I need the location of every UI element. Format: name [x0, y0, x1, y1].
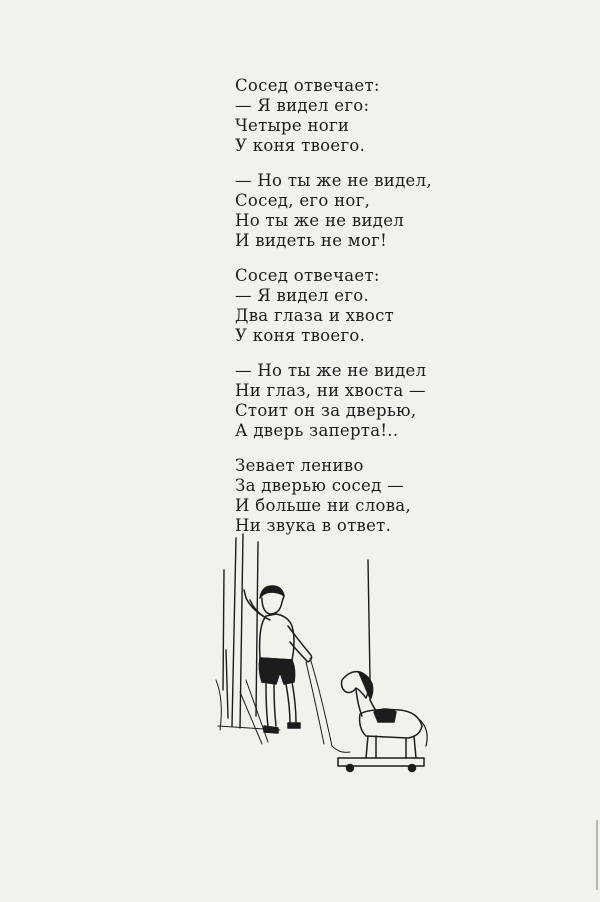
poem-line: Ни звука в ответ. — [235, 516, 392, 535]
poem-line: Два глаза и хвост — [235, 306, 395, 325]
poem-line: Сосед отвечает: — [235, 76, 380, 95]
poem-line: Четыре ноги — [235, 116, 350, 135]
poem-line: — Но ты же не видел, — [235, 171, 432, 190]
poem-line: — Я видел его. — [235, 286, 370, 305]
poem-line: — Я видел его: — [235, 96, 370, 115]
poem-line: За дверью сосед — — [235, 476, 404, 495]
poem-line: Стоит он за дверью, — [235, 401, 417, 420]
poem-line: И больше ни слова, — [235, 496, 411, 515]
door-drawing — [216, 534, 370, 744]
poem-line: И видеть не мог! — [235, 231, 388, 250]
stanza — [235, 456, 495, 536]
boy-and-toy-horse-illustration — [210, 530, 450, 780]
poem-line: — Но ты же не видел — [235, 361, 427, 380]
poem-line: А дверь заперта!.. — [235, 421, 399, 440]
stanza — [235, 361, 495, 441]
poem-line: У коня твоего. — [235, 136, 366, 155]
poem — [235, 76, 495, 551]
poem-line: Ни глаз, ни хвоста — — [235, 381, 426, 400]
stanza — [235, 76, 495, 156]
stanza — [235, 266, 495, 346]
stanza — [235, 171, 495, 251]
poem-line: Сосед отвечает: — [235, 266, 380, 285]
poem-line: Зевает лениво — [235, 456, 364, 475]
page-edge-mark — [596, 820, 598, 890]
toy-horse-drawing — [338, 672, 427, 772]
poem-line: Но ты же не видел — [235, 211, 405, 230]
poem-line: У коня твоего. — [235, 326, 366, 345]
poem-line: Сосед, его ног, — [235, 191, 371, 210]
boy-drawing — [244, 586, 350, 752]
